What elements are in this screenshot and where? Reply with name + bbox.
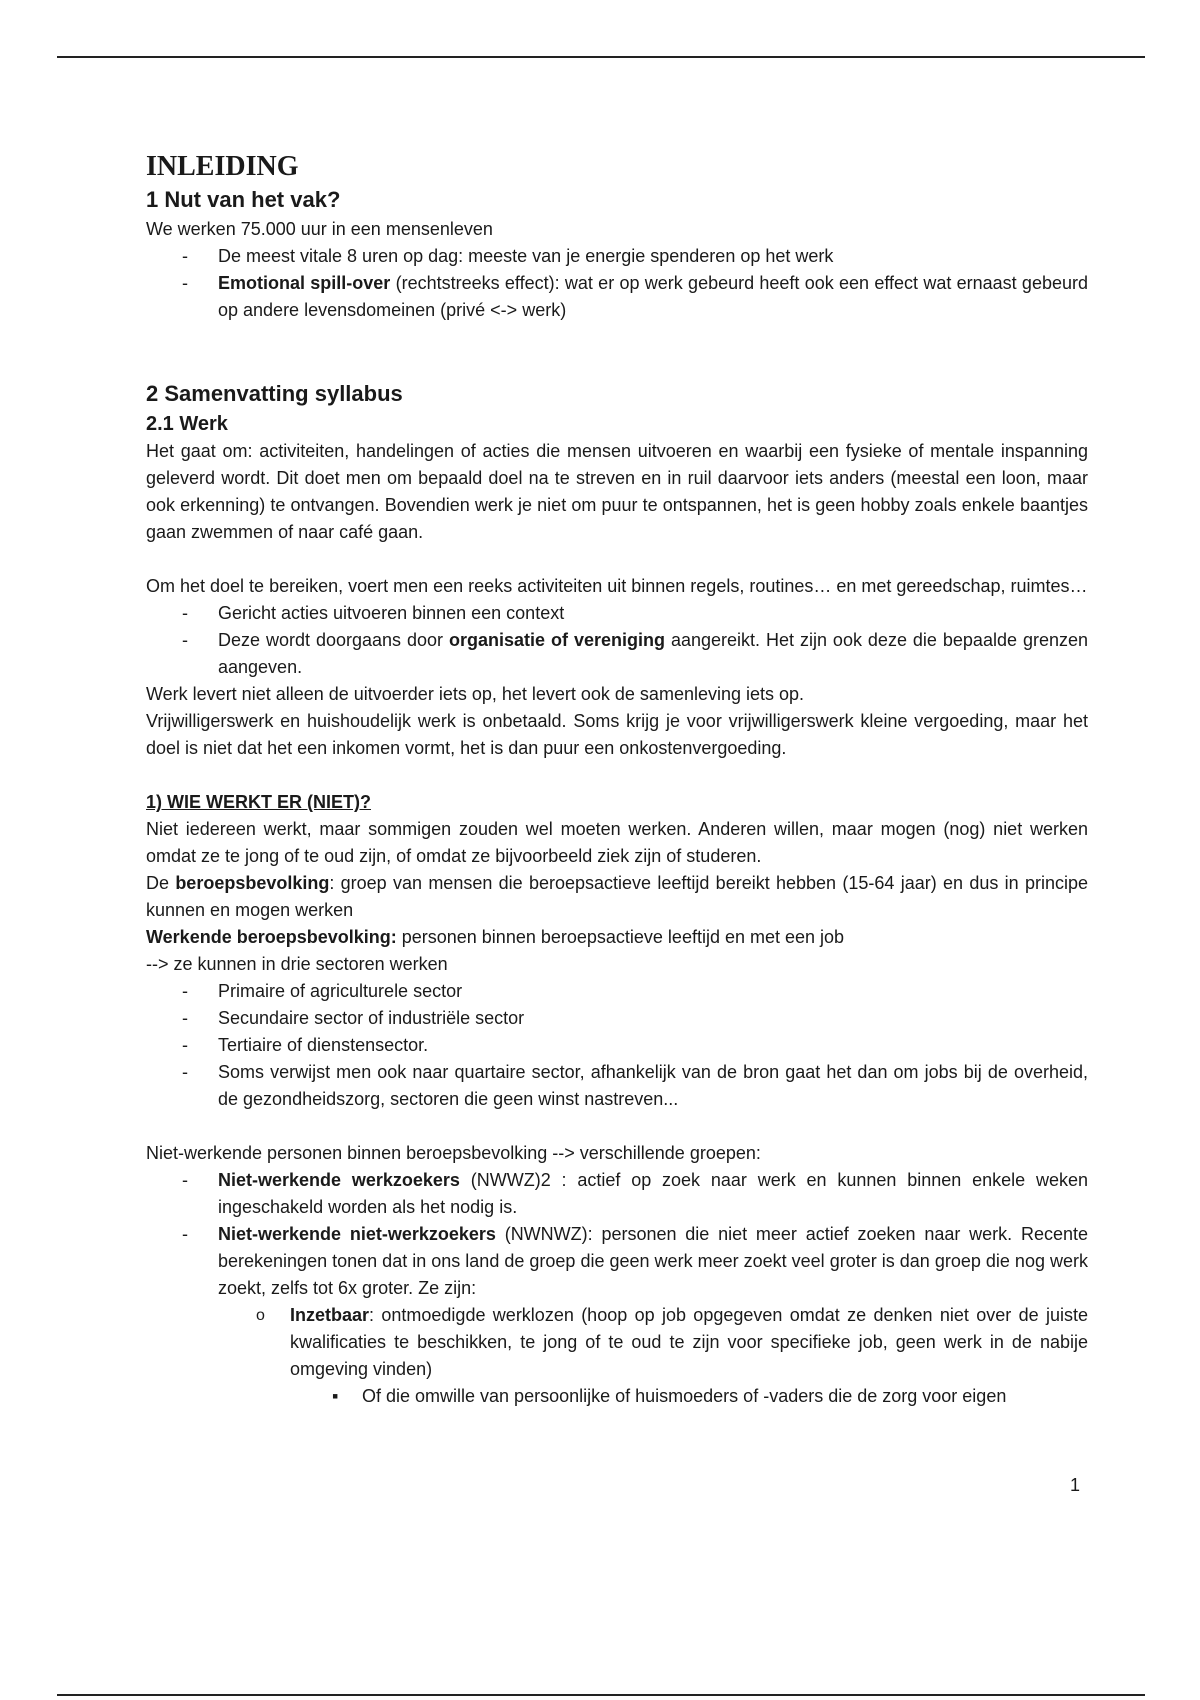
sub-list [218, 1302, 1088, 1410]
term: Niet-werkende niet-werkzoekers [218, 1224, 496, 1244]
paragraph: Niet-werkende personen binnen beroepsbevolking --> verschillende groepen: [146, 1143, 761, 1163]
page-number: 1 [1070, 1475, 1081, 1495]
definition: (rechtstreeks effect): wat er op werk gebeurd heeft ook een effect wat ernaast gebeurd op andere levensdomeinen (privé <-> werk) [218, 273, 1088, 320]
list-item [146, 270, 1088, 324]
text: personen binnen beroepsactieve leeftijd en met een job [396, 927, 845, 947]
term: organisatie of vereniging [449, 630, 665, 650]
subsection-heading-werk: 2.1 Werk [146, 413, 228, 435]
list-item: - Primaire of agriculturele sector [146, 978, 1088, 1005]
term: Emotional spill-over [218, 273, 391, 293]
paragraph: Vrijwilligerswerk en huishoudelijk werk is onbetaald. Soms krijg je voor vrijwilligerswerk kleine vergoeding, maar het doel is niet dat het een inkomen vormt, het is dan puur een onkostenvergoeding. [146, 711, 1088, 758]
list-item: - Gericht acties uitvoeren binnen een context [146, 600, 1088, 627]
section-heading-samenvatting: 2 Samenvatting syllabus [146, 381, 403, 406]
text: : groep van mensen die beroepsactieve leeftijd bereikt hebben (15-64 jaar) en dus in principe kunnen en mogen werken [146, 873, 1088, 920]
bullet-list [146, 243, 1088, 324]
paragraph: Werk levert niet alleen de uitvoerder iets op, het levert ook de samenleving iets op. [146, 684, 805, 704]
bullet-list [146, 600, 1088, 681]
sector-list [146, 978, 1088, 1113]
term: Inzetbaar [290, 1305, 370, 1325]
term: Niet-werkende werkzoekers [218, 1170, 460, 1190]
text: : ontmoedigde werklozen (hoop op job opgegeven omdat ze denken niet over de juiste kwalificaties te beschikken, te jong of te oud te zijn voor specifieke job, geen werk in de nabije omgeving vinden) [290, 1305, 1088, 1379]
list-item: - Secundaire sector of industriële sector [146, 1005, 1088, 1032]
footer-rule [57, 1694, 1145, 1696]
section-heading-nut: 1 Nut van het vak? [146, 187, 341, 212]
list-item: ▪ Of die omwille van persoonlijke of huismoeders of -vaders die de zorg voor eigen [290, 1383, 1088, 1410]
paragraph [146, 870, 1088, 924]
paragraph: Het gaat om: activiteiten, handelingen of acties die mensen uitvoeren en waarbij een fysieke of mentale inspanning geleverd wordt. Dit doet men om bepaald doel na te streven en in ruil daarvoor iets anders (meestal een loon, maar ook erkenning) te ontvangen. Bovendien werk je niet om puur te ontspannen, het is geen hobby zoals enkele baantjes gaan zwemmen of naar café gaan. [146, 441, 1088, 542]
paragraph: --> ze kunnen in drie sectoren werken [146, 954, 448, 974]
header-rule [57, 56, 1145, 58]
text: (NWNWZ): personen die niet meer actief zoeken naar werk. Recente berekeningen tonen dat in ons land de groep die geen werk meer zoekt veel groter is dan groep die nog werk zoekt, zelfs tot 6x groter. Ze zijn: [218, 1224, 1088, 1298]
text: De [146, 873, 176, 893]
section-heading-wie-werkt: 1) WIE WERKT ER (NIET)? [146, 792, 371, 812]
paragraph [146, 924, 1088, 951]
text: aangereikt. Het zijn ook deze die bepaalde grenzen aangeven. [218, 630, 1088, 677]
list-item [146, 1221, 1088, 1410]
term: beroepsbevolking [175, 873, 330, 893]
list-item [146, 627, 1088, 681]
document-page [146, 150, 1088, 1410]
paragraph: We werken 75.000 uur in een mensenleven [146, 219, 493, 239]
list-item [146, 1167, 1088, 1221]
paragraph: Niet iedereen werkt, maar sommigen zouden wel moeten werken. Anderen willen, maar mogen (nog) niet werken omdat ze te jong of te oud zijn, of omdat ze bijvoorbeeld ziek zijn of studeren. [146, 819, 1088, 866]
list-item: - Tertiaire of dienstensector. [146, 1032, 1088, 1059]
text: (NWWZ)2 : actief op zoek naar werk en kunnen binnen enkele weken ingeschakeld worden als het nodig is. [218, 1170, 1089, 1217]
bullet-list [146, 1167, 1088, 1410]
sub-sub-list [290, 1383, 1088, 1410]
list-item [218, 1302, 1088, 1410]
document-title: INLEIDING [146, 151, 299, 182]
list-item: - Soms verwijst men ook naar quartaire sector, afhankelijk van de bron gaat het dan om jobs bij de overheid, de gezondheidszorg, sectoren die geen winst nastreven... [146, 1059, 1088, 1113]
term: Werkende beroepsbevolking: [146, 927, 397, 947]
paragraph: Om het doel te bereiken, voert men een reeks activiteiten uit binnen regels, routines… en met gereedschap, ruimtes… [146, 576, 1088, 596]
text: Deze wordt doorgaans door [218, 630, 449, 650]
list-item: - De meest vitale 8 uren op dag: meeste van je energie spenderen op het werk [146, 243, 1088, 270]
